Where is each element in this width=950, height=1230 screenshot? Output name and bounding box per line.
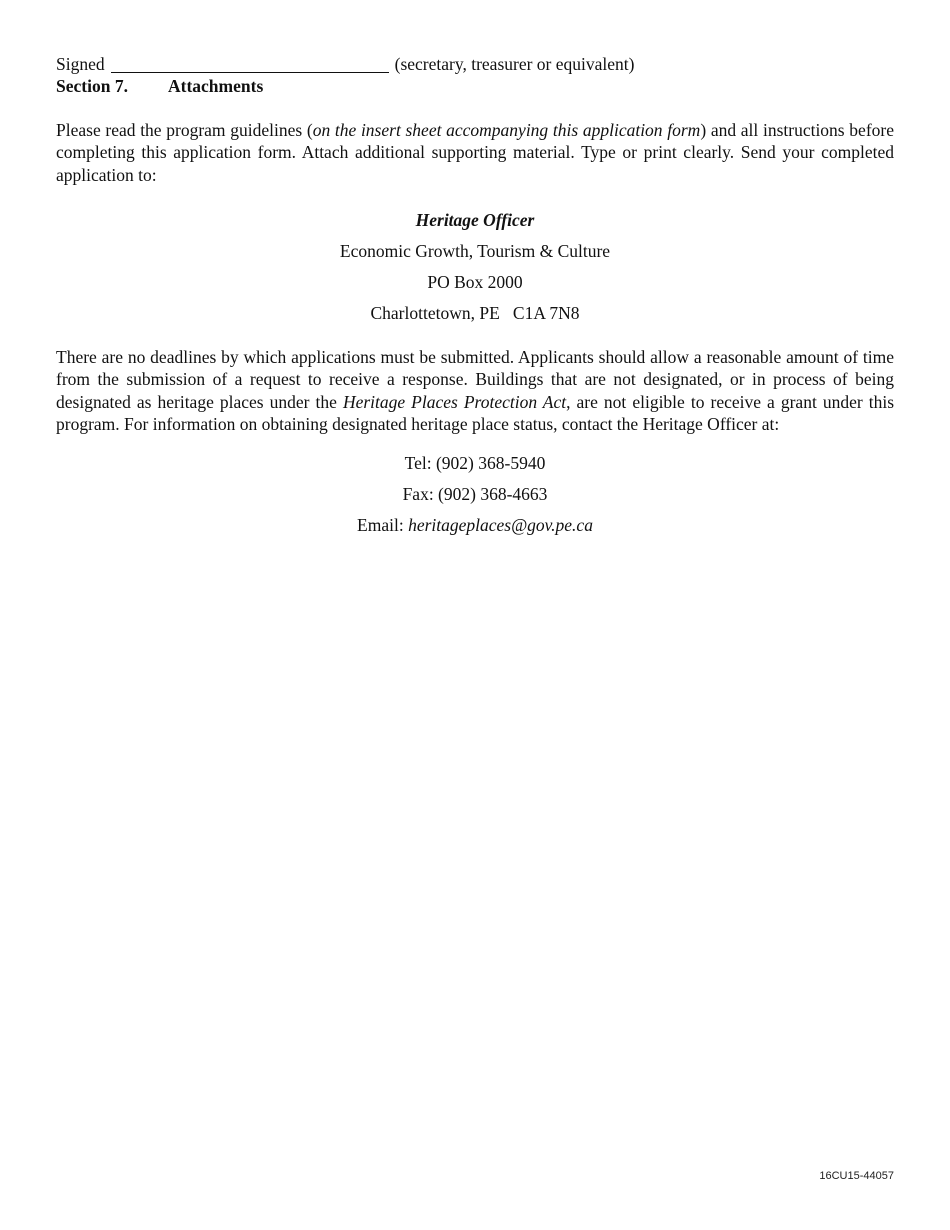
intro-paragraph — [56, 119, 894, 186]
address-recipient: Heritage Officer — [415, 210, 535, 230]
contact-tel: Tel: (902) 368-5940 — [404, 453, 546, 473]
intro-text-italic: on the insert sheet accompanying this application form — [312, 120, 701, 140]
intro-text-start: Please read the program guidelines ( — [56, 120, 313, 140]
address-department: Economic Growth, Tourism & Culture — [339, 241, 611, 261]
intro-text-end: ) and all instructions before completing this application form. Attach additional supporting material. Type or print clearly. Send your completed application to: — [56, 120, 894, 185]
deadline-text-start: There are no deadlines by which applications must be submitted. Applicants should allow a reasonable amount of time from the submission of a request to receive a response. Buildings that are not designated, or in process of being designated as heritage places under the — [56, 347, 894, 412]
signature-role-note: (secretary, treasurer or equivalent) — [394, 54, 635, 74]
deadline-paragraph — [56, 346, 894, 435]
signature-row — [56, 52, 894, 76]
contact-email-row — [56, 513, 894, 537]
section-heading — [56, 74, 263, 98]
contact-email-link[interactable]: heritageplaces@gov.pe.ca — [408, 515, 593, 535]
form-code: 16CU15-44057 — [819, 1170, 894, 1182]
act-name: Heritage Places Protection Act — [342, 391, 567, 412]
address-city-line — [56, 301, 894, 325]
contact-fax: Fax: (902) 368-4663 — [402, 484, 548, 504]
signature-line[interactable] — [111, 54, 389, 73]
address-city-text: Charlottetown, PE C1A 7N8 — [370, 303, 580, 323]
deadline-text-end: , are not eligible to receive a grant under this program. For information on obtaining designated heritage place status, contact the Heritage Officer at: — [56, 391, 895, 434]
address-po-box: PO Box 2000 — [427, 272, 523, 292]
signed-label: Signed — [56, 54, 105, 74]
contact-email-label: Email: — [357, 515, 409, 535]
section-title: Attachments — [168, 76, 264, 96]
section-number: Section 7. — [56, 76, 128, 96]
